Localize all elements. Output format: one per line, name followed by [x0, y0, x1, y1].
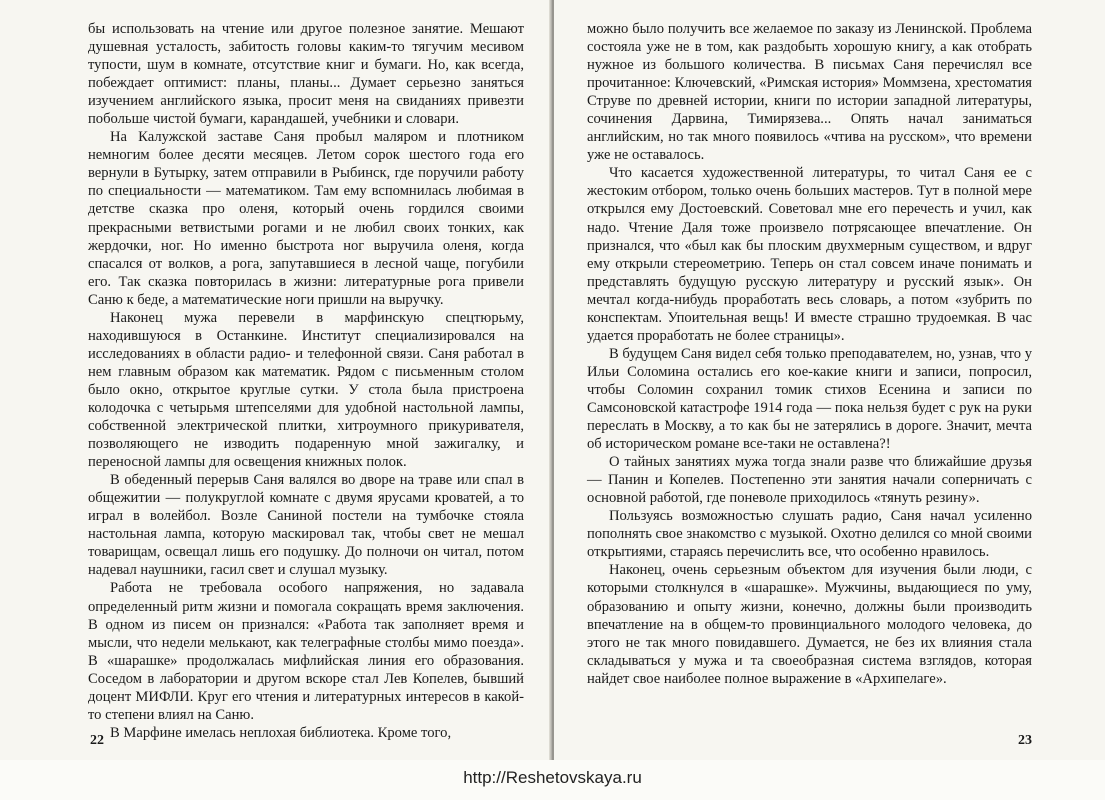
- right-page-text: [587, 20, 1032, 688]
- paragraph: Наконец мужа перевели в марфинскую спецтюрьму, находившуюся в Останкине. Институт специализировался на исследованиях в области радио- и телефонной связи. Саня работал в нем главным образом как математик. Рядом с письменным столом было окно, открытое круглые сутки. У стола была пристроена колодочка с четырьмя штепселями для удобной настольной лампы, собственной электрической плитки, хитроумного прикуривателя, позволяющего не изводить подаренную мной зажигалку, и переносной лампы для освещения книжных полок.: [88, 309, 524, 471]
- paragraph: бы использовать на чтение или другое полезное занятие. Мешают душевная усталость, забитость головы каким-то тягучим месивом тупости, шум в комнате, отсутствие книг и бумаги. Но, как всегда, побеждает оптимист: планы, планы... Думает серьезно заняться изучением английского языка, просит меня на свиданиях привезти побольше чистой бумаги, карандашей, учебники и словари.: [88, 21, 524, 128]
- paragraph: В обеденный перерыв Саня валялся во дворе на траве или спал в общежитии — полукруглой комнате с двумя ярусами кроватей, а то играл в волейбол. Возле Саниной постели на тумбочке стояла настольная лампа, которую маскировал так, чтобы свет не мешал товарищам, освещал лишь его подушку. До полночи он читал, потом надевал наушники, гасил свет и слушал музыку.: [88, 472, 524, 579]
- paragraph: О тайных занятиях мужа тогда знали разве что ближайшие друзья — Панин и Копелев. Постепенно эти занятия начали соперничать с основной работой, где поневоле приходилось «тянуть резину».: [587, 454, 1032, 507]
- paragraph: На Калужской заставе Саня пробыл маляром и плотником немногим более десяти месяцев. Летом сорок шестого года его вернули в Бутырку, затем отправили в Рыбинск, где поручили работу по специальности — математиком. Там ему вспомнилась любимая в детстве сказка про оленя, который очень гордился своими прекрасными ветвистыми рогами и не любил своих тонких, как жердочки, ног. Но именно быстрота ног выручила оленя, когда спасался от волков, а рога, запутавшиеся в лесной чаще, погубили его. Так сказка повторилась в жизни: литературные рога привели Саню к беде, а математические ноги пришли на выручку.: [88, 129, 524, 308]
- paragraph: Что касается художественной литературы, то читал Саня ее с жестоким отбором, только очень больших мастеров. Тут в полной мере открылся ему Достоевский. Советовал мне его перечесть и учил, как надо. Чтение Даля тоже произвело потрясающее впечатление. Он признался, что «был как бы плоским двухмерным существом, и вдруг ему открыли стереометрию. Теперь он стал совсем иначе понимать и представлять будущую русскую литературу и русский язык». Он мечтал когда-нибудь проработать весь словарь, а потом «зубрить по конспектам. Упоительная вещь! И вместе страшно трудоемкая. В час удается проработать не более страницы».: [587, 165, 1032, 344]
- paragraph: Пользуясь возможностью слушать радио, Саня начал усиленно пополнять свое знакомство с музыкой. Охотно делился со мной своими открытиями, стараясь перечислить все, что особенно нравилось.: [587, 508, 1032, 561]
- paragraph: Наконец, очень серьезным объектом для изучения были люди, с которыми столкнулся в «шарашке». Мужчины, выдающиеся по уму, образованию и опыту жизни, конечно, должны были производить впечатление на в общем-то провинциального молодого человека, до этого не так много повидавшего. Думается, не без их влияния стала складываться у мужа и та своеобразная система взглядов, которая найдет свое наиболее полное выражение в «Архипелаге».: [587, 562, 1032, 687]
- right-page: [554, 0, 1105, 760]
- paragraph: В Марфине имелась неплохая библиотека. Кроме того,: [110, 724, 452, 741]
- page-number: 23: [1018, 733, 1032, 748]
- paragraph: В будущем Саня видел себя только преподавателем, но, узнав, что у Ильи Соломина остались его кое-какие книги и записи, попросил, чтобы Соломин сохранил томик стихов Есенина и записи по Самсоновской катастрофе 1914 года — пока нельзя будет с рук на руки переслать в Москву, а то как бы не затерялись в дороге. Значит, мечта об историческом романе все-таки не оставлена?!: [587, 345, 1032, 453]
- left-page: [0, 0, 551, 760]
- page-number: 22: [90, 733, 104, 748]
- source-url[interactable]: http://Reshetovskaya.ru: [463, 768, 642, 787]
- paragraph: Работа не требовала особого напряжения, но задавала определенный ритм жизни и помогала сокращать время заключения. В одном из писем он признался: «Работа так заполняет время и мысли, что недели мелькают, как телеграфные столбы мимо поезда». В «шарашке» продолжалась мифлийская линия его образования. Соседом в лаборатории и другом вскоре стал Лев Копелев, бывший доцент МИФЛИ. Круг его чтения и литературных интересов в какой-то степени влиял на Саню.: [88, 580, 524, 723]
- paragraph: можно было получить все желаемое по заказу из Ленинской. Проблема состояла уже не в том, как раздобыть хорошую книгу, а как отобрать нужное из большого количества. В письмах Саня перечислял все прочитанное: Ключевский, «Римская история» Моммзена, хрестоматия Струве по древней истории, книги по истории западной литературы, сочинения Дарвина, Тимирязева... Опять начал заниматься английским, но так много появилось «чтива на русском», что времени уже не оставалось.: [587, 21, 1032, 164]
- left-page-text: [88, 20, 524, 742]
